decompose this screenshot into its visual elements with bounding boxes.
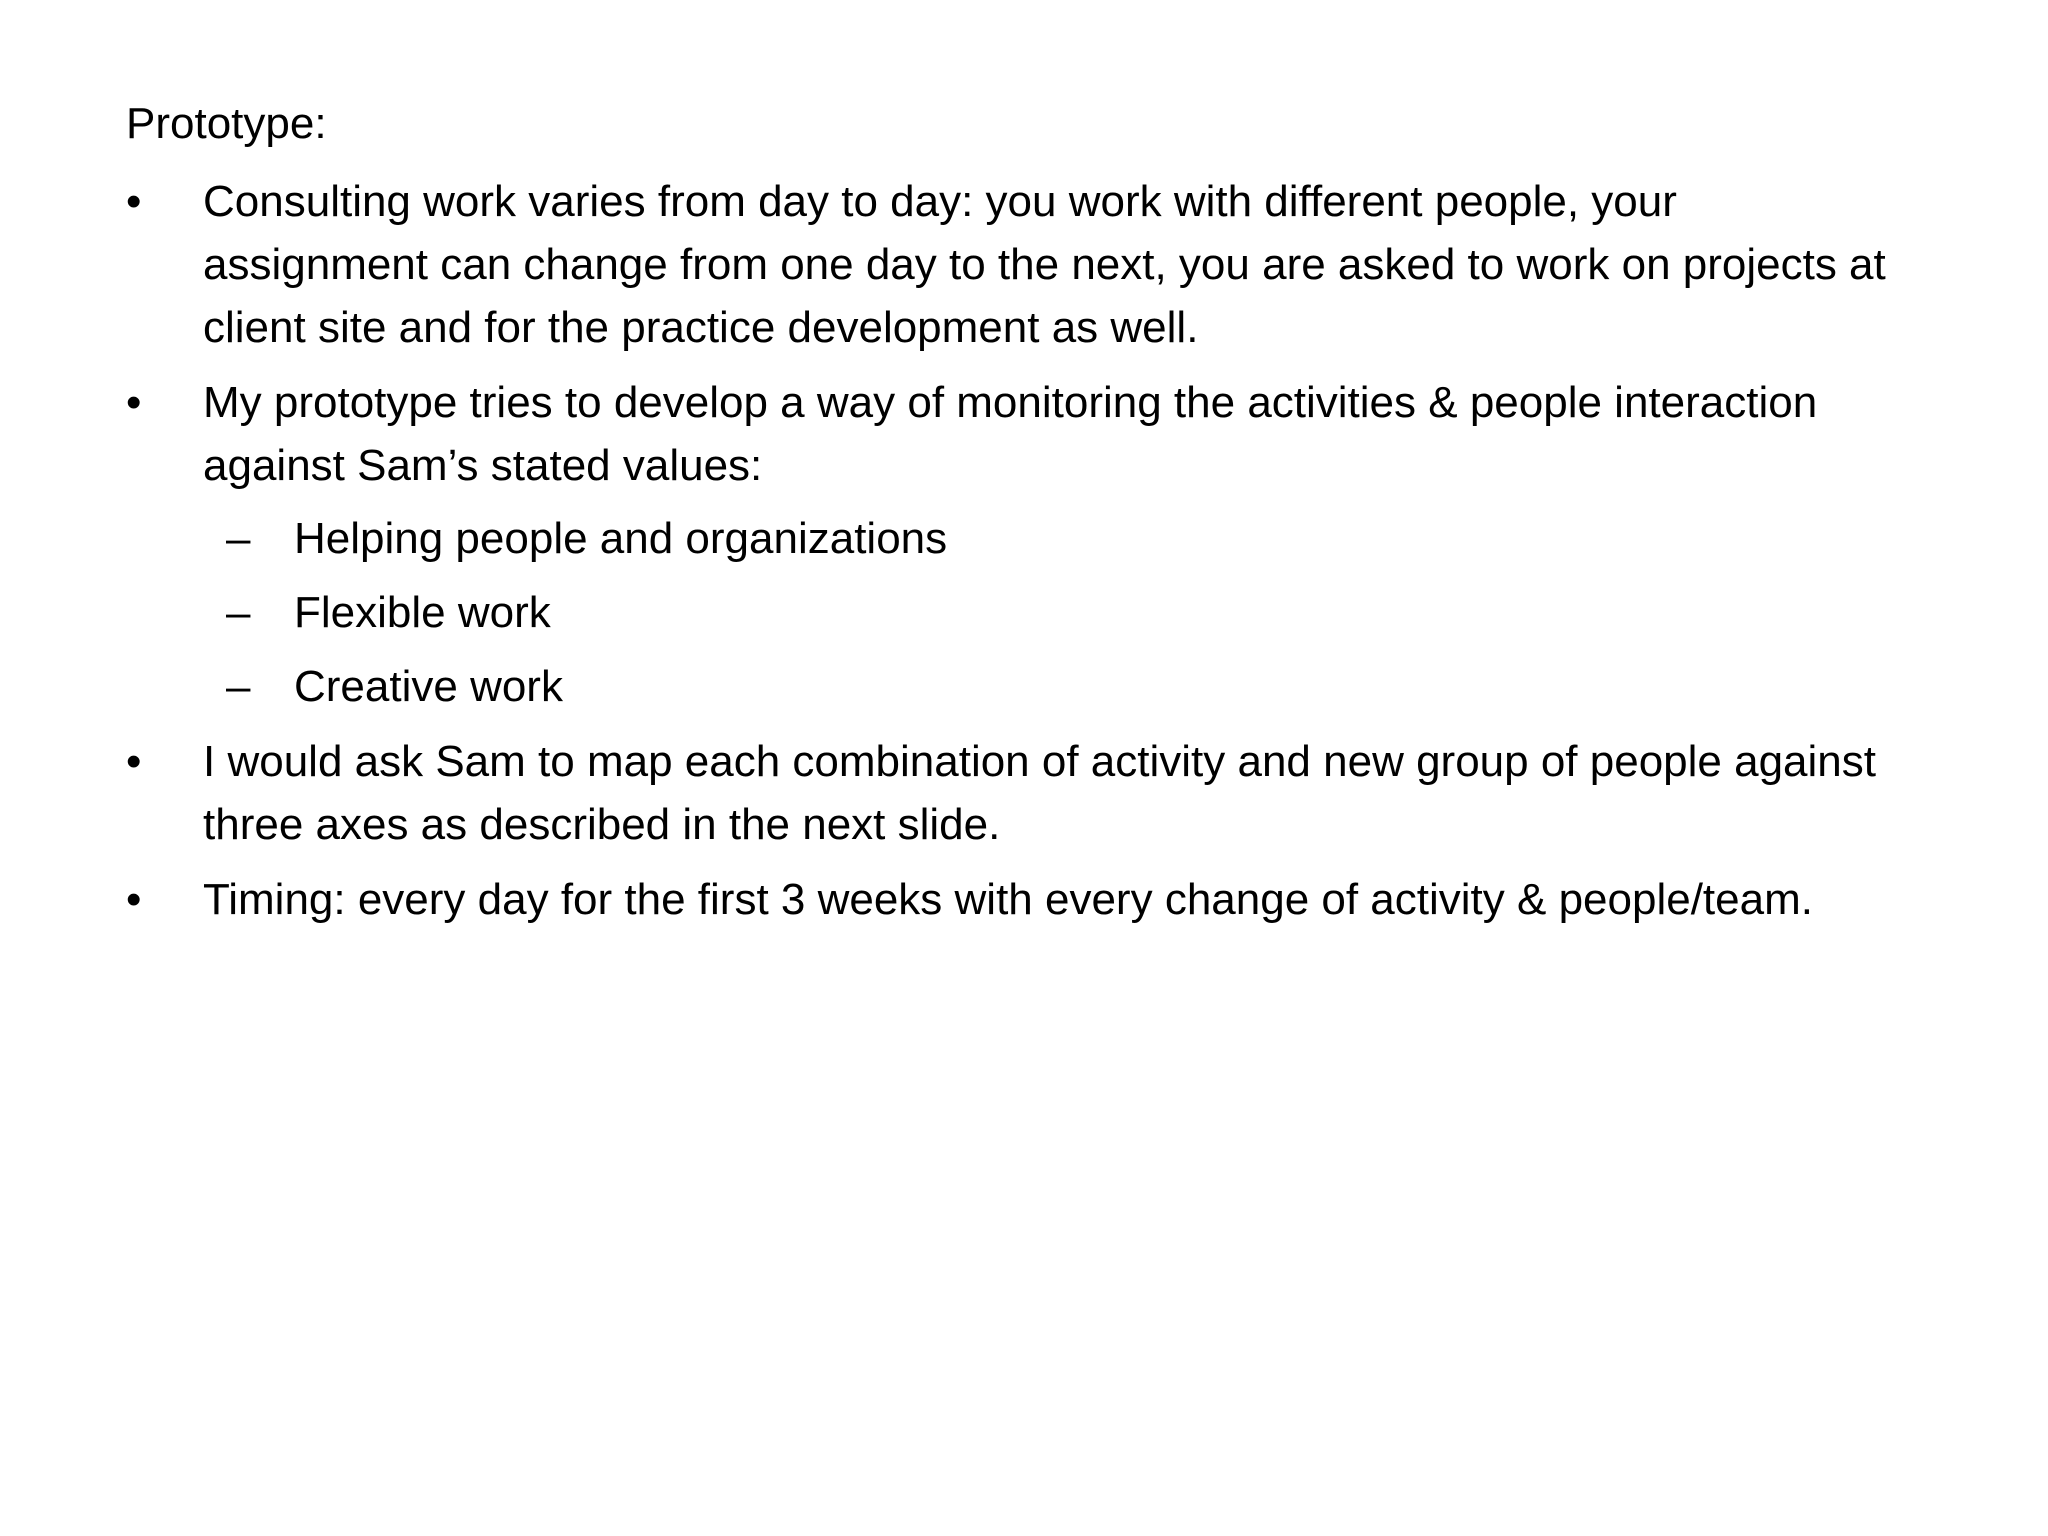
dash-marker: – (226, 514, 251, 563)
bullet-marker: • (126, 875, 142, 924)
bullet-text: Timing: every day for the first 3 weeks with every change of activity & people/team. (203, 875, 1813, 924)
bullet-marker: • (126, 737, 142, 786)
sub-bullet-item (203, 507, 1903, 570)
sub-bullet-item (203, 581, 1903, 644)
bullet-list (0, 170, 2048, 943)
bullet-marker: • (126, 177, 142, 226)
sub-bullet-list (203, 507, 1903, 718)
sub-bullet-text: Helping people and organizations (294, 514, 948, 563)
bullet-text: I would ask Sam to map each combination of activity and new group of people against three axes as described in the next slide. (203, 737, 1876, 849)
bullet-marker: • (126, 378, 142, 427)
bullet-item (0, 868, 1903, 931)
bullet-item (0, 170, 1903, 359)
bullet-item (0, 730, 1903, 856)
slide-heading: Prototype: (126, 99, 327, 148)
bullet-text: Consulting work varies from day to day: you work with different people, your assignment can change from one day to the next, you are asked to work on projects at client site and for the practice development as well. (203, 177, 1886, 352)
sub-bullet-text: Flexible work (294, 588, 551, 637)
dash-marker: – (226, 588, 251, 637)
bullet-item (0, 371, 1903, 718)
sub-bullet-item (203, 655, 1903, 718)
dash-marker: – (226, 662, 251, 711)
sub-bullet-text: Creative work (294, 662, 563, 711)
bullet-text: My prototype tries to develop a way of monitoring the activities & people interaction against Sam’s stated values: (203, 378, 1818, 490)
